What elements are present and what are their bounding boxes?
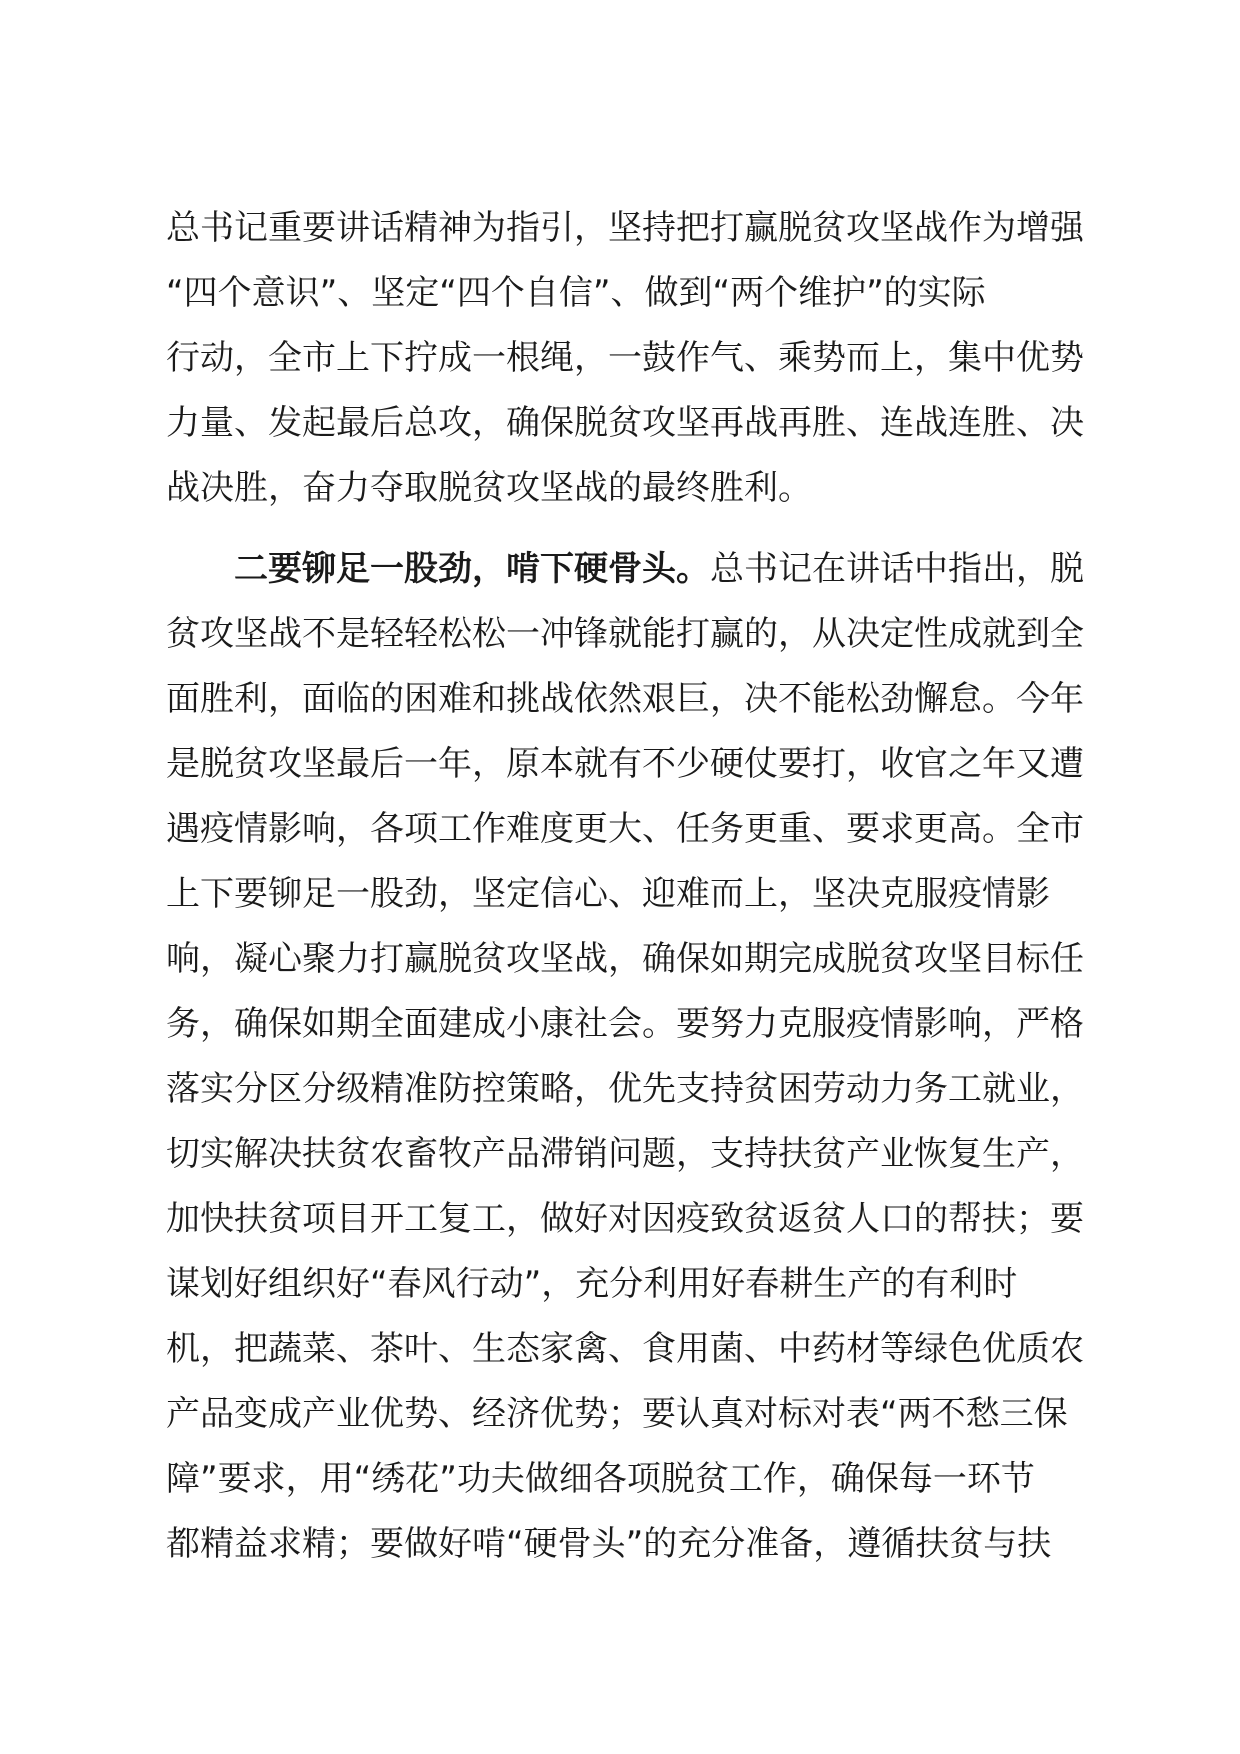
paragraph-first-line-text: 总书记在讲话中指出，脱 — [710, 549, 1084, 589]
paragraph-line: 遇疫情影响，各项工作难度更大、任务更重、要求更高。全市 — [166, 809, 1084, 849]
paragraph-line: 都精益求精；要做好啃“硬骨头”的充分准备，遵循扶贫与扶 — [166, 1524, 1052, 1564]
paragraph-point-two — [166, 537, 1086, 1577]
paragraph-lead-heading: 二要铆足一股劲，啃下硬骨头。 — [234, 549, 710, 589]
paragraph-line: 切实解决扶贫农畜牧产品滞销问题，支持扶贫产业恢复生产， — [166, 1134, 1084, 1174]
paragraph-line: 力量、发起最后总攻，确保脱贫攻坚再战再胜、连战连胜、决 — [166, 403, 1084, 443]
paragraph-line: 务，确保如期全面建成小康社会。要努力克服疫情影响，严格 — [166, 1004, 1084, 1044]
paragraph-line: 谋划好组织好“春风行动”，充分利用好春耕生产的有利时 — [166, 1264, 1018, 1304]
paragraph-line: 障”要求，用“绣花”功夫做细各项脱贫工作，确保每一环节 — [166, 1459, 1035, 1499]
paragraph-line: 面胜利，面临的困难和挑战依然艰巨，决不能松劲懈怠。今年 — [166, 679, 1084, 719]
paragraph-line: 总书记重要讲话精神为指引，坚持把打赢脱贫攻坚战作为增强 — [166, 208, 1084, 248]
paragraph-line: 机，把蔬菜、茶叶、生态家禽、食用菌、中药材等绿色优质农 — [166, 1329, 1084, 1369]
paragraph-first-line — [166, 537, 1086, 602]
paragraph-line: 上下要铆足一股劲，坚定信心、迎难而上，坚决克服疫情影 — [166, 874, 1050, 914]
paragraph-line: 是脱贫攻坚最后一年，原本就有不少硬仗要打，收官之年又遭 — [166, 744, 1084, 784]
paragraph-line: 加快扶贫项目开工复工，做好对因疫致贫返贫人口的帮扶；要 — [166, 1199, 1084, 1239]
paragraph-line: “四个意识”、坚定“四个自信”、做到“两个维护”的实际 — [166, 273, 986, 313]
paragraph-continuation — [166, 196, 1086, 521]
paragraph-line: 行动，全市上下拧成一根绳，一鼓作气、乘势而上，集中优势 — [166, 338, 1084, 378]
paragraph-line: 战决胜，奋力夺取脱贫攻坚战的最终胜利。 — [166, 468, 812, 508]
paragraph-line: 响，凝心聚力打赢脱贫攻坚战，确保如期完成脱贫攻坚目标任 — [166, 939, 1084, 979]
paragraph-line: 贫攻坚战不是轻轻松松一冲锋就能打赢的，从决定性成就到全 — [166, 614, 1084, 654]
paragraph-line: 落实分区分级精准防控策略，优先支持贫困劳动力务工就业， — [166, 1069, 1084, 1109]
paragraph-line: 产品变成产业优势、经济优势；要认真对标对表“两不愁三保 — [166, 1394, 1068, 1434]
